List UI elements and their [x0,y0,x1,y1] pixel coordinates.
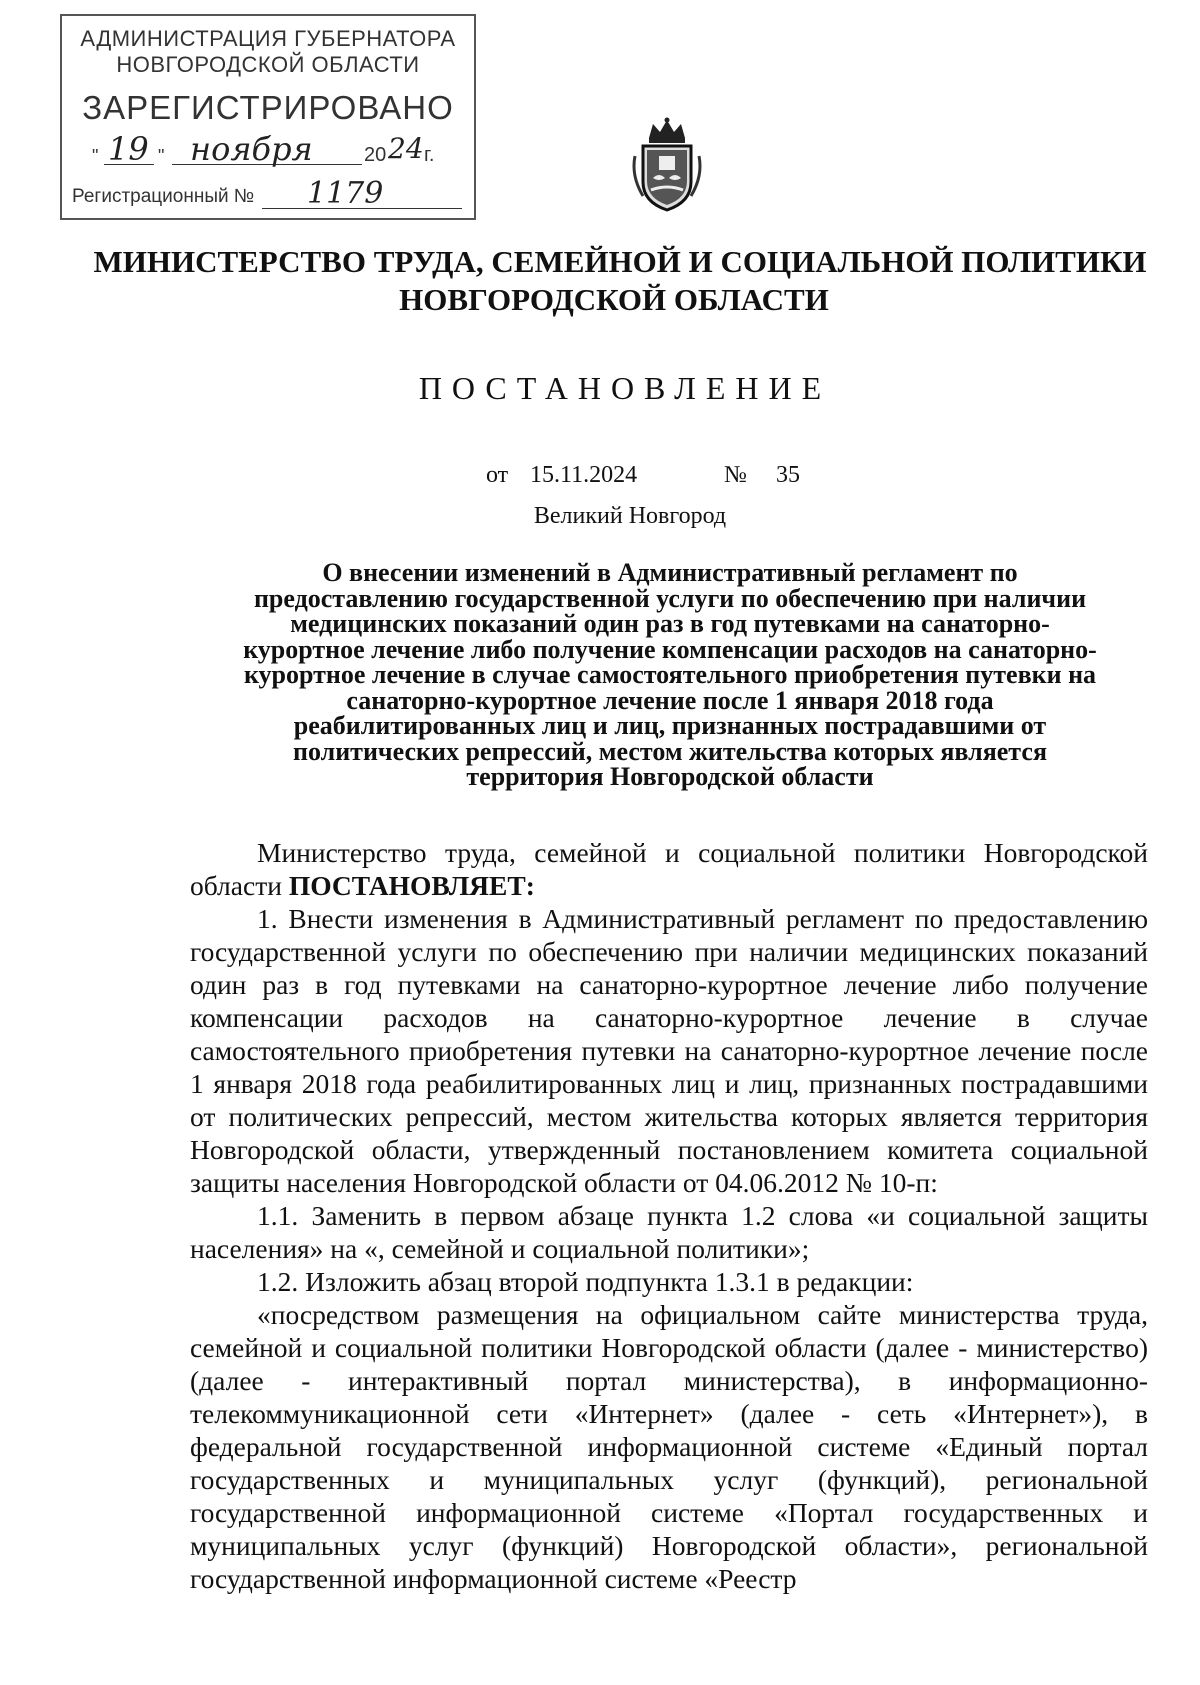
issuing-authority [0,243,1200,319]
stamp-date-row [92,130,452,174]
title-line: курортное лечение либо получение компенсации расходов на санаторно- [243,634,1097,664]
paragraph-1-2: 1.2. Изложить абзац второй подпункта 1.3.1 в редакции: [257,1266,914,1297]
stamp-month: ноября [190,130,313,168]
stamp-registered-label: ЗАРЕГИСТРИРОВАНО [82,89,454,126]
intro-text: Министерство труда, семейной и социальной политики Новгородской области [190,837,1148,901]
title-line: реабилитированных лиц и лиц, признанных пострадавшими от [293,711,1047,740]
quoted-paragraph: «посредством размещения на официальном сайте министерства труда, семейной и социальной политики Новгородской области (далее - министерство) (далее - интерактивный портал министерства), в информационно-телекоммуникационной сети «Интернет» (далее - сеть «Интернет»), в федеральной государственной информационной системе «Единый портал государственных и муниципальных услуг (функций), региональной государственной информационной системе «Портал государственных и муниципальных услуг (функций) Новгородской области», региональной государственной информационной системе «Реестр [190,1299,1148,1594]
stamp-day: 19 [108,130,149,168]
title-line: санаторно-курортное лечение после 1 января 2018 года [346,685,994,715]
title-line: О внесении изменений в Административный регламент по [322,558,1018,587]
document-city: Великий Новгород [533,503,727,529]
document-title [190,560,1150,790]
org-line-1: МИНИСТЕРСТВО ТРУДА, СЕМЕЙНОЙ И СОЦИАЛЬНОЙ ПОЛИТИКИ [93,244,1147,279]
number-label: № [724,462,747,488]
intro-decree-word: ПОСТАНОВЛЯЕТ: [288,870,535,901]
title-line: курортное лечение в случае самостоятельного приобретения путевки на [243,660,1097,689]
stamp-authority-line2: НОВГОРОДСКОЙ ОБЛАСТИ [116,52,420,77]
intro-paragraph [190,836,1148,902]
registration-stamp [60,14,476,220]
stamp-reg-number: 1179 [307,176,384,211]
document-body [190,836,1148,1595]
stamp-authority-line1: АДМИНИСТРАЦИЯ ГУБЕРНАТОРА [80,26,456,51]
stamp-year-suffix: 24 [388,132,424,165]
stamp-quote-open: " [92,146,99,166]
document-date: 15.11.2024 [530,462,638,488]
title-line: политических репрессий, местом жительства которых является [292,736,1048,766]
org-line-2: НОВГОРОДСКОЙ ОБЛАСТИ [399,282,829,317]
stamp-reg-label: Регистрационный № [72,186,255,207]
paragraph-1: 1. Внести изменения в Административный регламент по предоставлению государственной услуги по обеспечению при наличии медицинских показаний один раз в год путевками на санаторно-курортное лечение либо получение компенсации расходов на санаторно-курортное лечение в случае самостоятельного приобретения путевки на санаторно-курортное лечение после 1 января 2018 года реабилитированных лиц и лиц, признанных пострадавшими от политических репрессий, местом жительства которых является территория Новгородской области, утвержденный постановлением комитета социальной защиты населения Новгородской области от 04.06.2012 № 10-п: [190,903,1148,1198]
document-type: ПОСТАНОВЛЕНИЕ [418,370,832,406]
paragraph-1-1: 1.1. Заменить в первом абзаце пункта 1.2 слова «и социальной защиты населения» на «, семейной и социальной политики»; [190,1200,1148,1264]
stamp-quote-close: " [158,146,165,166]
title-line: предоставлению государственной услуги по обеспечению при наличии [253,583,1087,613]
document-number: 35 [776,462,800,488]
coat-of-arms-icon [629,116,705,214]
stamp-year-prefix: 20 [364,144,387,166]
title-line: медицинских показаний один раз в год путевками на санаторно- [290,609,1050,638]
title-line: территория Новгородской области [466,762,874,791]
date-prefix: от [486,462,509,488]
stamp-year-unit: г. [424,144,435,166]
